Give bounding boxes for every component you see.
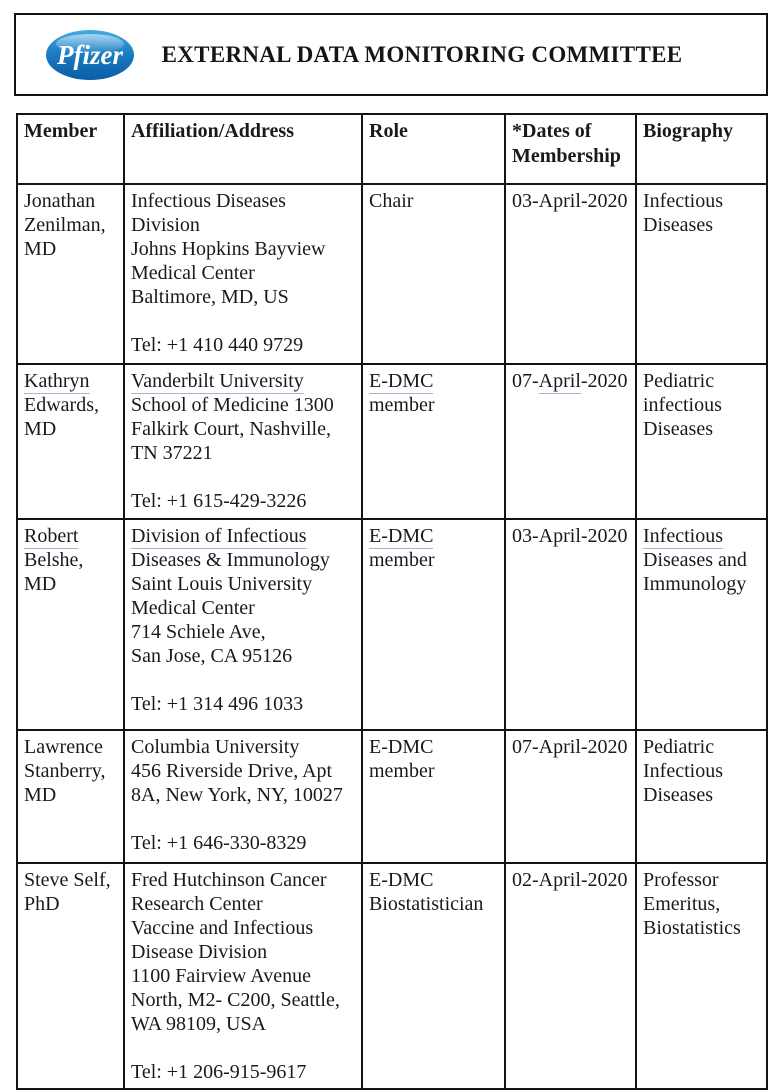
text-line: Diseases: [643, 784, 713, 806]
letterhead: [14, 13, 768, 96]
text-line: member: [369, 394, 435, 416]
role-cell: [362, 863, 505, 1089]
text-line: Vanderbilt University: [131, 370, 304, 392]
member-cell: [17, 519, 124, 730]
text-line: Pediatric: [643, 370, 715, 392]
text-line: Pediatric: [643, 736, 715, 758]
table-header-row: [17, 114, 767, 184]
text-line: Stanberry,: [24, 760, 106, 782]
biography-cell: [636, 519, 767, 730]
text-line: WA 98109, USA: [131, 1013, 267, 1035]
role-cell: [362, 519, 505, 730]
text-line: Robert: [24, 525, 79, 547]
member-cell: [17, 863, 124, 1089]
text-line: Medical Center: [131, 262, 255, 284]
text-line: Biostatistics: [643, 917, 741, 939]
text-line: Falkirk Court, Nashville,: [131, 418, 331, 440]
text-line: Zenilman,: [24, 214, 106, 236]
text-line: Diseases and: [643, 549, 747, 571]
text-line: Belshe,: [24, 549, 84, 571]
role-cell: [362, 184, 505, 364]
text-line: Vaccine and Infectious: [131, 917, 314, 939]
member-cell: [17, 364, 124, 519]
text-line: Professor: [643, 869, 719, 891]
blank-line: [131, 807, 355, 831]
text-line: Johns Hopkins Bayview: [131, 238, 326, 260]
text-line: E-DMC: [369, 370, 434, 392]
text-line: Saint Louis University: [131, 573, 313, 595]
text-line: Diseases & Immunology: [131, 549, 330, 571]
pfizer-oval-icon: [44, 28, 136, 82]
text-line: Steve Self,: [24, 869, 111, 891]
text-line: Research Center: [131, 893, 263, 915]
telephone-line: Tel: +1 206-915-9617: [131, 1061, 307, 1083]
text-line: Medical Center: [131, 597, 255, 619]
text-line: 1100 Fairview Avenue: [131, 965, 311, 987]
text-line: infectious: [643, 394, 722, 416]
column-header-dates: *Dates of Membership: [505, 114, 636, 184]
text-line: MD: [24, 238, 57, 260]
dates-cell: [505, 519, 636, 730]
text-line: Immunology: [643, 573, 747, 595]
text-line: member: [369, 549, 435, 571]
text-line: San Jose, CA 95126: [131, 645, 293, 667]
text-line: Baltimore, MD, US: [131, 286, 289, 308]
text-line: Kathryn: [24, 370, 90, 392]
blank-line: [131, 309, 355, 333]
telephone-line: Tel: +1 615-429-3226: [131, 490, 307, 512]
dates-cell: [505, 863, 636, 1089]
text-line: Diseases: [643, 418, 713, 440]
member-cell: [17, 730, 124, 863]
role-cell: [362, 730, 505, 863]
text-line: Biostatistician: [369, 893, 484, 915]
dates-cell: [505, 184, 636, 364]
text-line: Infectious: [643, 760, 723, 782]
pfizer-logo: [44, 28, 136, 82]
text-line: TN 37221: [131, 442, 213, 464]
text-line: E-DMC: [369, 525, 434, 547]
text-line: MD: [24, 418, 57, 440]
affiliation-cell: [124, 730, 362, 863]
date-line: 02-April-2020: [512, 869, 628, 891]
telephone-line: Tel: +1 646-330-8329: [131, 832, 307, 854]
biography-cell: [636, 184, 767, 364]
table-row: [17, 519, 767, 730]
text-line: Fred Hutchinson Cancer: [131, 869, 327, 891]
column-header-role: Role: [362, 114, 505, 184]
date-line: 03-April-2020: [512, 525, 628, 547]
telephone-line: Tel: +1 314 496 1033: [131, 693, 304, 715]
text-line: Edwards,: [24, 394, 99, 416]
date-line: 03-April-2020: [512, 190, 628, 212]
text-line: Infectious: [643, 525, 723, 547]
pfizer-logo-text: Pfizer: [57, 39, 123, 70]
table-row: [17, 730, 767, 863]
table-row: [17, 184, 767, 364]
text-line: Infectious: [643, 190, 723, 212]
text-line: Disease Division: [131, 941, 268, 963]
text-line: 8A, New York, NY, 10027: [131, 784, 343, 806]
text-line: Jonathan: [24, 190, 96, 212]
text-line: 456 Riverside Drive, Apt: [131, 760, 333, 782]
member-cell: [17, 184, 124, 364]
column-header-biography: Biography: [636, 114, 767, 184]
blank-line: [131, 1036, 355, 1060]
affiliation-cell: [124, 519, 362, 730]
dates-cell: [505, 364, 636, 519]
telephone-line: Tel: +1 410 440 9729: [131, 334, 304, 356]
blank-line: [131, 668, 355, 692]
text-line: Chair: [369, 190, 414, 212]
blank-line: [131, 465, 355, 489]
biography-cell: [636, 730, 767, 863]
table-row: [17, 863, 767, 1089]
date-line: 07-April-2020: [512, 736, 628, 758]
column-header-affiliation: Affiliation/Address: [124, 114, 362, 184]
text-line: Diseases: [643, 214, 713, 236]
text-line: Emeritus,: [643, 893, 721, 915]
column-header-member: Member: [17, 114, 124, 184]
text-line: MD: [24, 784, 57, 806]
text-line: Lawrence: [24, 736, 103, 758]
text-line: Division of Infectious: [131, 525, 307, 547]
table-row: [17, 364, 767, 519]
text-line: Columbia University: [131, 736, 300, 758]
text-line: E-DMC: [369, 869, 434, 891]
affiliation-cell: [124, 184, 362, 364]
text-line: School of Medicine 1300: [131, 394, 334, 416]
text-line: 714 Schiele Ave,: [131, 621, 266, 643]
biography-cell: [636, 364, 767, 519]
text-line: E-DMC: [369, 736, 434, 758]
biography-cell: [636, 863, 767, 1089]
text-line: member: [369, 760, 435, 782]
date-line: 07-April-2020: [512, 370, 628, 392]
text-line: Infectious Diseases: [131, 190, 286, 212]
page-title: EXTERNAL DATA MONITORING COMMITTEE: [161, 41, 683, 67]
role-cell: [362, 364, 505, 519]
affiliation-cell: [124, 863, 362, 1089]
text-line: Division: [131, 214, 200, 236]
text-line: North, M2- C200, Seattle,: [131, 989, 340, 1011]
affiliation-cell: [124, 364, 362, 519]
committee-table: [16, 113, 768, 1090]
text-line: PhD: [24, 893, 60, 915]
text-line: MD: [24, 573, 57, 595]
dates-cell: [505, 730, 636, 863]
